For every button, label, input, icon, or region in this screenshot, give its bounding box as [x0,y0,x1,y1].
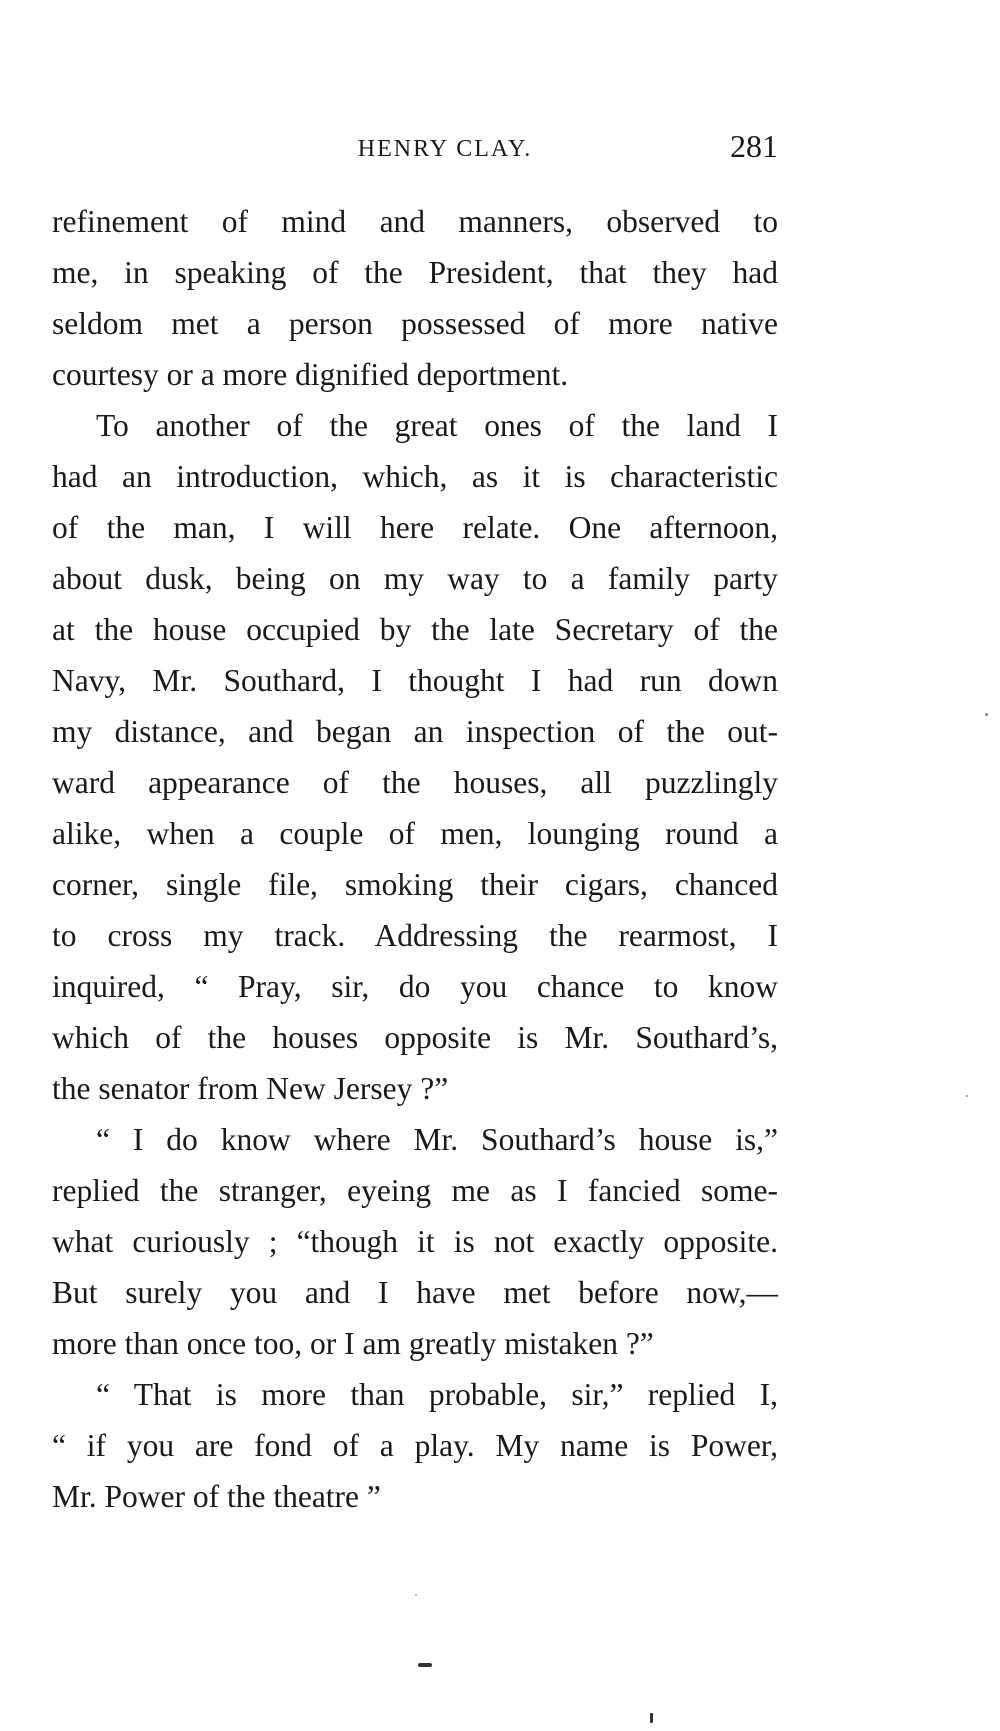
page-number: 281 [730,128,778,164]
text-line: courtesy or a more dignified deportment. [52,357,569,392]
text-line: more than once too, or I am greatly mistaken ?” [52,1326,654,1361]
text-line: about dusk, being on my way to a family party [52,561,778,596]
paragraph [52,196,778,400]
text-line: what curiously ; “though it is not exactly opposite. [52,1224,778,1259]
text-line: my distance, and began an inspection of the out- [52,714,778,749]
text-line: To another of the great ones of the land I [96,408,778,443]
paragraph [52,1114,778,1369]
text-line: Navy, Mr. Southard, I thought I had run down [52,663,778,698]
text-line: refinement of mind and manners, observed to [52,204,778,239]
text-line: at the house occupied by the late Secretary of the [52,612,778,647]
text-line: had an introduction, which, as it is characteristic [52,459,778,494]
text-line: alike, when a couple of men, lounging round a [52,816,778,851]
running-head [52,128,778,172]
scan-speck [966,1095,968,1097]
text-line: replied the stranger, eyeing me as I fancied some- [52,1173,778,1208]
text-line: inquired, “ Pray, sir, do you chance to know [52,969,778,1004]
text-line: corner, single file, smoking their cigars, chanced [52,867,778,902]
text-line: “ if you are fond of a play. My name is Power, [52,1428,778,1463]
text-line: ward appearance of the houses, all puzzlingly [52,765,778,800]
running-title: HENRY CLAY. [357,136,533,162]
paragraph [52,400,778,1114]
text-line: Mr. Power of the theatre ” [52,1479,381,1514]
text-line: to cross my track. Addressing the rearmost, I [52,918,778,953]
text-line: the senator from New Jersey ?” [52,1071,449,1106]
text-line: of the man, I will here relate. One afternoon, [52,510,778,545]
text-line: “ That is more than probable, sir,” replied I, [96,1377,778,1412]
scan-speck [415,1594,417,1596]
scan-speck [650,1713,653,1723]
text-line: me, in speaking of the President, that they had [52,255,778,290]
text-line: seldom met a person possessed of more native [52,306,778,341]
text-line: which of the houses opposite is Mr. Southard’s, [52,1020,778,1055]
text-line: But surely you and I have met before now,— [52,1275,778,1310]
scan-speck [985,713,988,716]
paragraph [52,1369,778,1522]
scan-speck [418,1663,432,1667]
body-text [52,196,778,1522]
text-line: “ I do know where Mr. Southard’s house is,” [96,1122,778,1157]
